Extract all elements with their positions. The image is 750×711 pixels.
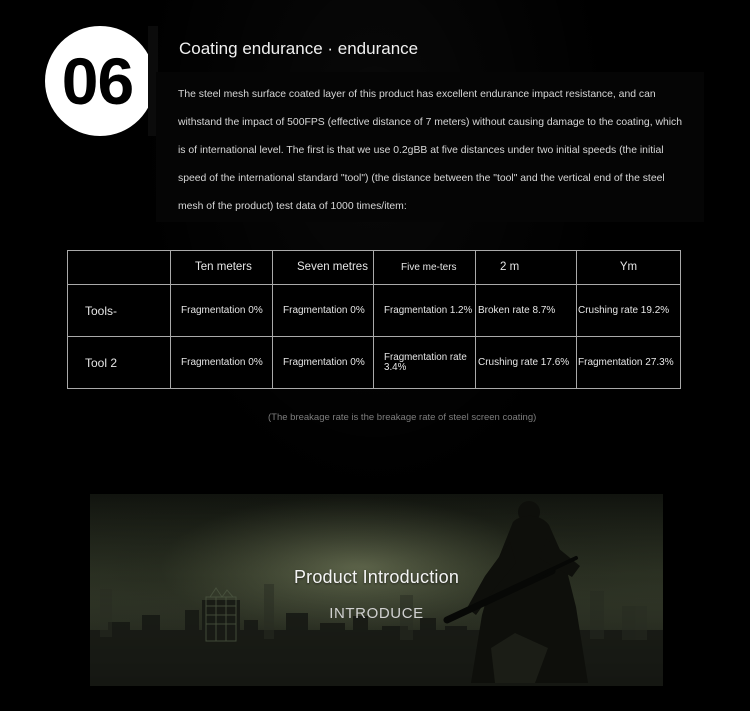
product-intro-banner bbox=[90, 494, 663, 686]
row-label: Tool 2 bbox=[68, 337, 171, 389]
table-header-cell: Seven metres bbox=[273, 251, 374, 285]
table-cell: Fragmentation rate 3.4% bbox=[374, 337, 476, 389]
table-header-cell: 2 m bbox=[476, 251, 577, 285]
table-cell: Broken rate 8.7% bbox=[476, 285, 577, 337]
table-row bbox=[68, 285, 681, 337]
table-cell: Fragmentation 0% bbox=[171, 337, 273, 389]
table-header-row bbox=[68, 251, 681, 285]
section-number: 06 bbox=[61, 44, 134, 118]
row-label: Tools- bbox=[68, 285, 171, 337]
table-cell: Fragmentation 1.2% bbox=[374, 285, 476, 337]
test-results-table bbox=[67, 250, 681, 389]
section-description: The steel mesh surface coated layer of this product has excellent endurance impact resistance, and can withstand the impact of 500FPS (effective distance of 7 meters) without causing damage to the coating, which is of international level. The first is that we use 0.2gBB at five distances under two initial speeds (the initial speed of the international standard "tool") (the distance between the "tool" and the vertical end of the steel mesh of the product) test data of 1000 times/item: bbox=[178, 89, 683, 212]
table-cell: Crushing rate 17.6% bbox=[476, 337, 577, 389]
table-footnote: (The breakage rate is the breakage rate of steel screen coating) bbox=[268, 412, 537, 423]
banner-title: Product Introduction bbox=[293, 567, 460, 587]
table-cell: Crushing rate 19.2% bbox=[577, 285, 681, 337]
table-header-cell bbox=[68, 251, 171, 285]
section-title: Coating endurance · endurance bbox=[179, 39, 419, 58]
table-header-cell: Ym bbox=[577, 251, 681, 285]
table-cell: Fragmentation 0% bbox=[273, 285, 374, 337]
table-cell: Fragmentation 0% bbox=[273, 337, 374, 389]
section-number-badge bbox=[45, 26, 155, 136]
table-header-cell: Five me-ters bbox=[374, 251, 476, 285]
table-header-cell: Ten meters bbox=[171, 251, 273, 285]
table-row bbox=[68, 337, 681, 389]
table-cell: Fragmentation 27.3% bbox=[577, 337, 681, 389]
post-apocalyptic-scene-illustration bbox=[90, 494, 663, 686]
table-cell: Fragmentation 0% bbox=[171, 285, 273, 337]
banner-subtitle: INTRODUCE bbox=[329, 605, 424, 622]
